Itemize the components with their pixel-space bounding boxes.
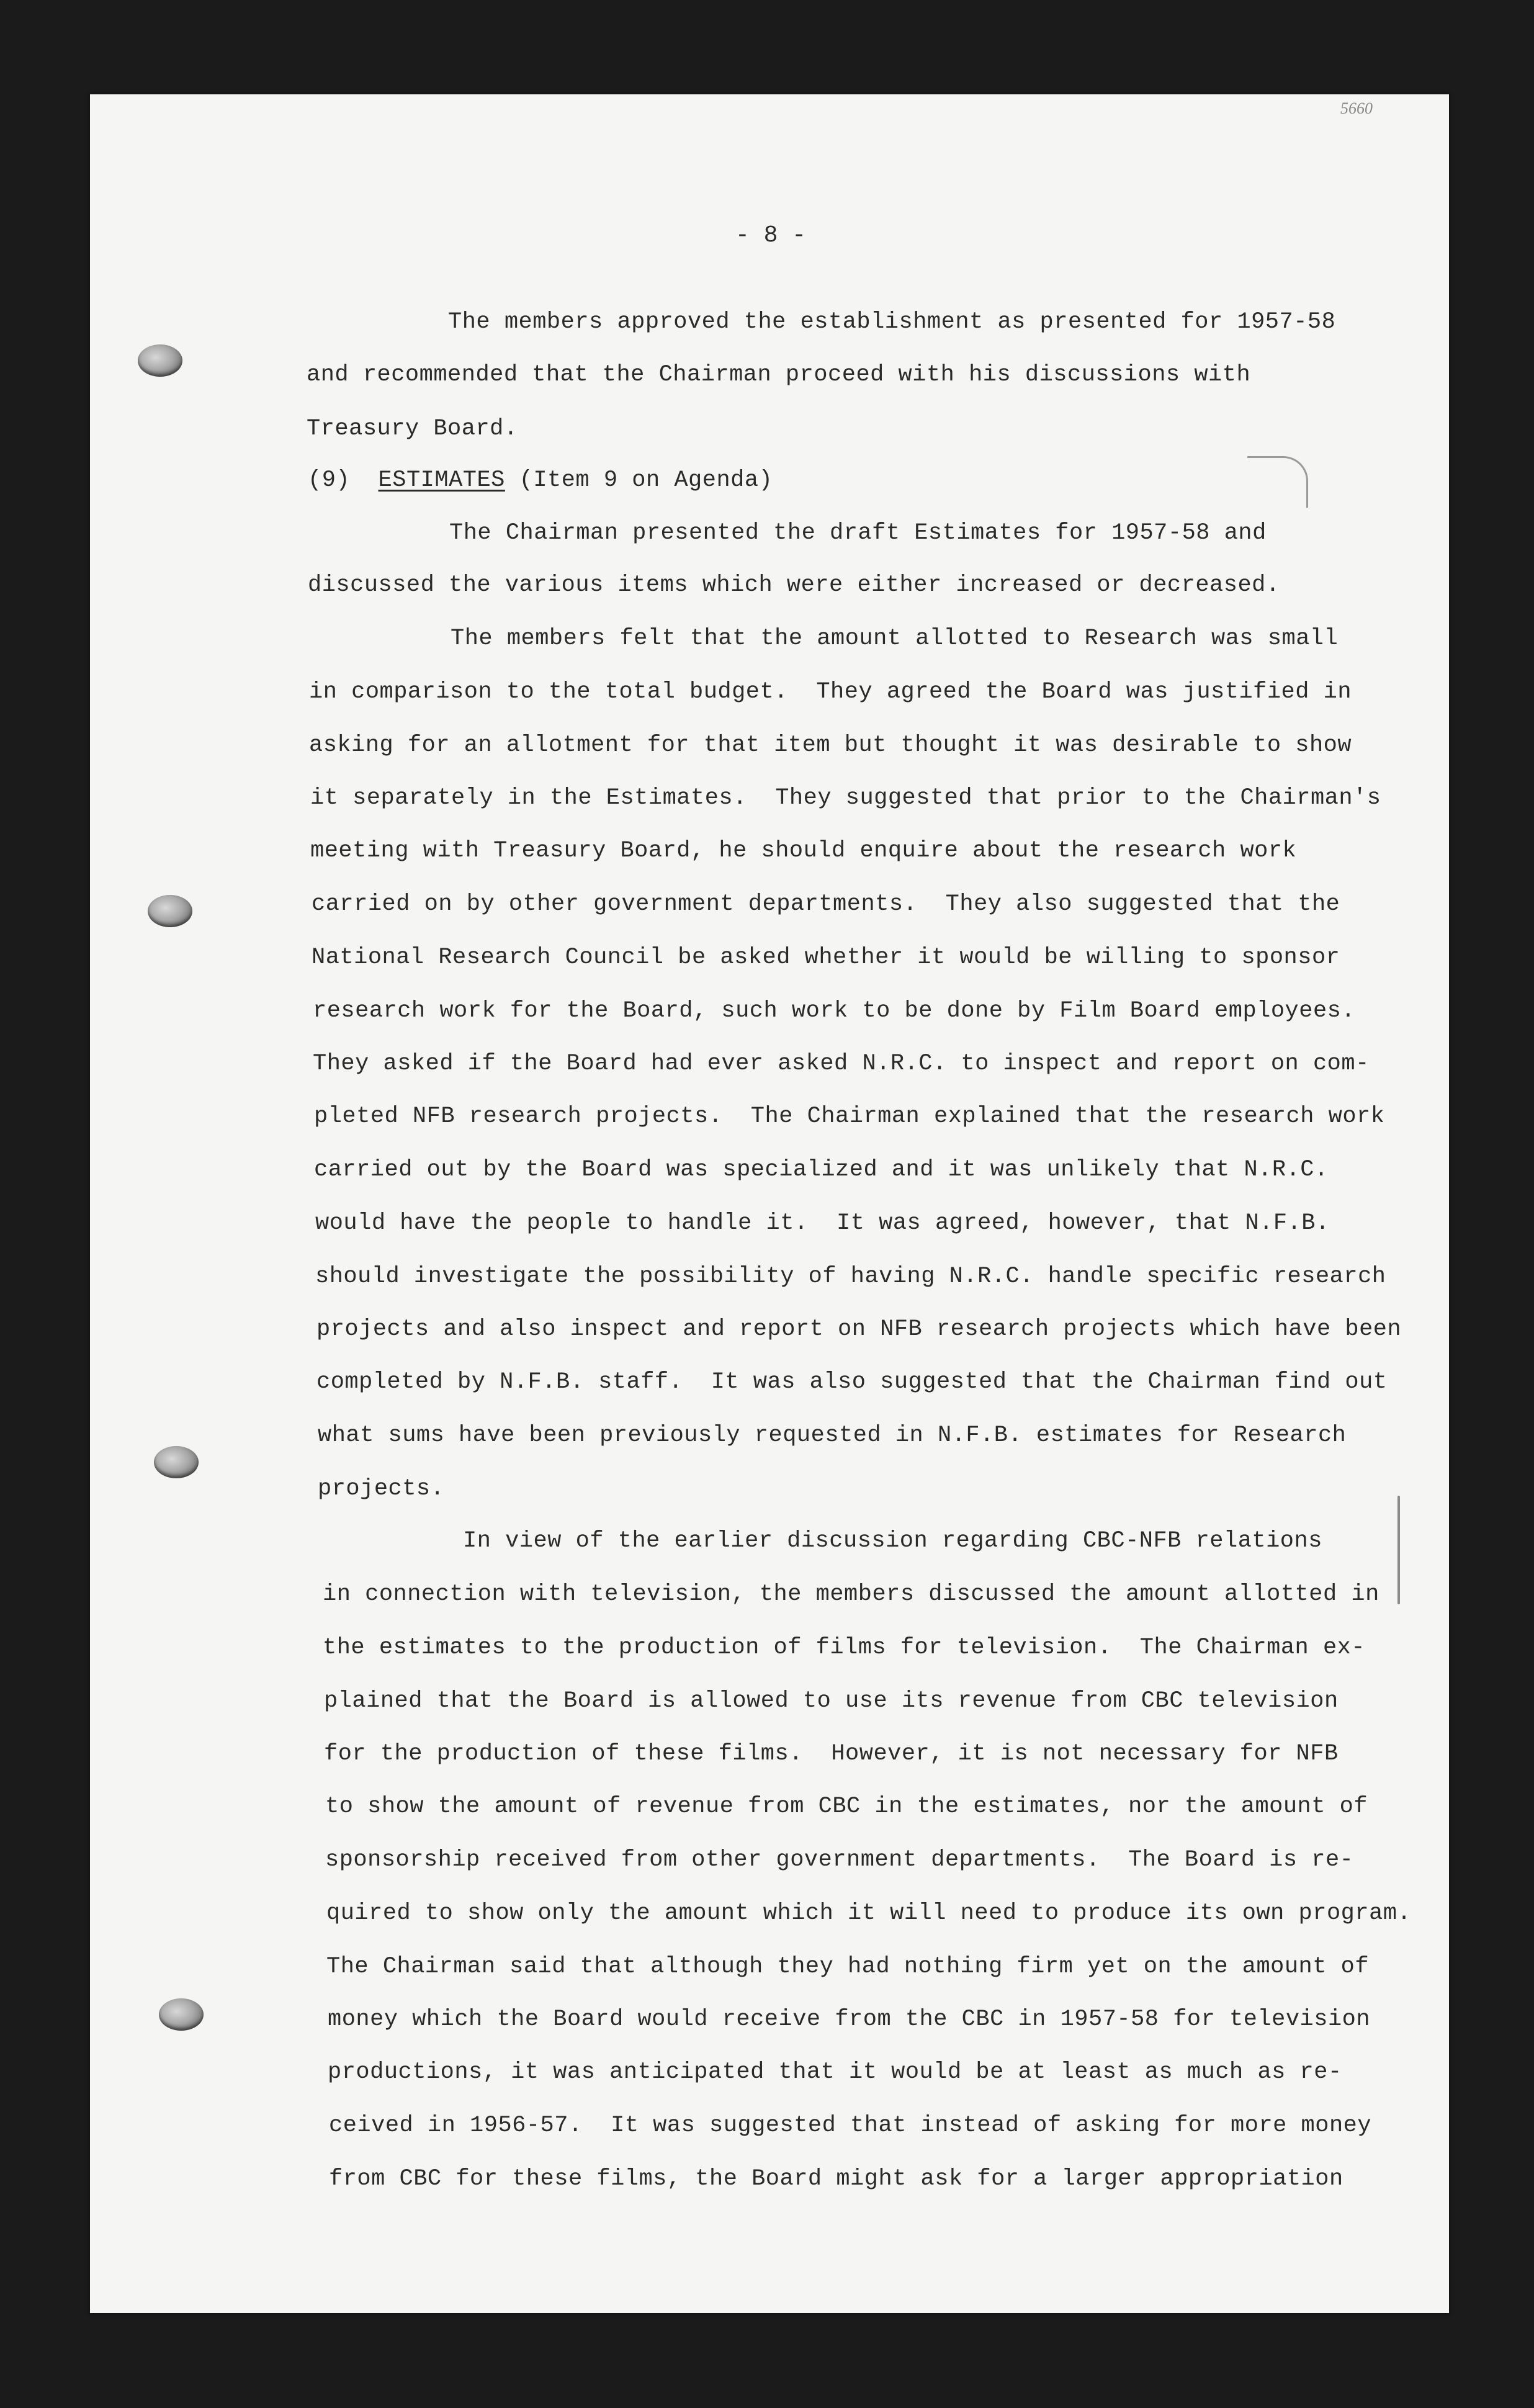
text-line: money which the Board would receive from the CBC in 1957-58 for television (328, 2006, 1371, 2033)
page-number: - 8 - (735, 222, 807, 249)
text-line: They asked if the Board had ever asked N.R.C. to inspect and report on com- (313, 1051, 1370, 1077)
text-line: plained that the Board is allowed to use its revenue from CBC television (324, 1688, 1339, 1714)
text-line: to show the amount of revenue from CBC in the estimates, nor the amount of (325, 1794, 1368, 1820)
text-line: from CBC for these films, the Board might ask for a larger appropriation (329, 2166, 1343, 2192)
text-line: productions, it was anticipated that it would be at least as much as re- (328, 2059, 1342, 2085)
margin-bracket (1247, 456, 1308, 508)
text-line: in connection with television, the members discussed the amount allotted in (323, 1581, 1379, 1607)
text-line: projects. (318, 1476, 445, 1502)
text-line: the estimates to the production of films for television. The Chairman ex- (323, 1635, 1366, 1661)
punch-hole (148, 895, 192, 927)
text-line: The Chairman said that although they had nothing firm yet on the amount of (326, 1954, 1370, 1980)
text-line: asking for an allotment for that item but thought it was desirable to show (309, 732, 1352, 758)
text-line: in comparison to the total budget. They agreed the Board was justified in (309, 679, 1352, 705)
text-line: research work for the Board, such work to be done by Film Board employees. (313, 998, 1356, 1024)
archive-mark: 5660 (1340, 99, 1373, 117)
text-line: In view of the earlier discussion regarding CBC-NFB relations (463, 1528, 1322, 1554)
punch-hole (138, 344, 182, 377)
text-line: sponsorship received from other government departments. The Board is re- (325, 1847, 1354, 1873)
text-line: carried out by the Board was specialized and it was unlikely that N.R.C. (314, 1157, 1329, 1183)
text-line: for the production of these films. However, it is not necessary for NFB (324, 1741, 1339, 1767)
text-line: projects and also inspect and report on NFB research projects which have been (316, 1316, 1402, 1342)
text-line: completed by N.F.B. staff. It was also suggested that the Chairman find out (316, 1369, 1388, 1395)
text-line: pleted NFB research projects. The Chairman explained that the research work (314, 1103, 1385, 1130)
text-line: and recommended that the Chairman proceed with his discussions with (307, 362, 1251, 388)
text-line: ceived in 1956-57. It was suggested that instead of asking for more money (329, 2113, 1372, 2139)
section-suffix: (Item 9 on Agenda) (519, 467, 773, 493)
text-line: carried on by other government departments. They also suggested that the (312, 891, 1340, 917)
punch-hole (159, 1998, 204, 2031)
text-line: meeting with Treasury Board, he should enquire about the research work (310, 838, 1297, 864)
section-number: (9) (308, 467, 351, 493)
text-line: National Research Council be asked whether it would be willing to sponsor (312, 945, 1340, 971)
text-line: should investigate the possibility of having N.R.C. handle specific research (315, 1264, 1386, 1290)
text-line: The members felt that the amount allotted to Research was small (451, 626, 1339, 652)
text-line: quired to show only the amount which it will need to produce its own program. (326, 1900, 1412, 1926)
margin-line (1397, 1496, 1400, 1604)
text-line: would have the people to handle it. It was agreed, however, that N.F.B. (315, 1210, 1330, 1236)
text-line: The Chairman presented the draft Estimates for 1957-58 and (449, 520, 1267, 546)
text-line: what sums have been previously requested in N.F.B. estimates for Research (318, 1422, 1347, 1449)
document-page (90, 94, 1449, 2313)
punch-hole (154, 1446, 199, 1478)
text-line: The members approved the establishment as presented for 1957-58 (448, 309, 1336, 335)
section-title: ESTIMATES (378, 467, 505, 493)
section-heading (308, 467, 773, 493)
text-line: Treasury Board. (307, 416, 518, 442)
text-line: discussed the various items which were either increased or decreased. (308, 572, 1280, 598)
text-line: it separately in the Estimates. They suggested that prior to the Chairman's (310, 785, 1381, 811)
